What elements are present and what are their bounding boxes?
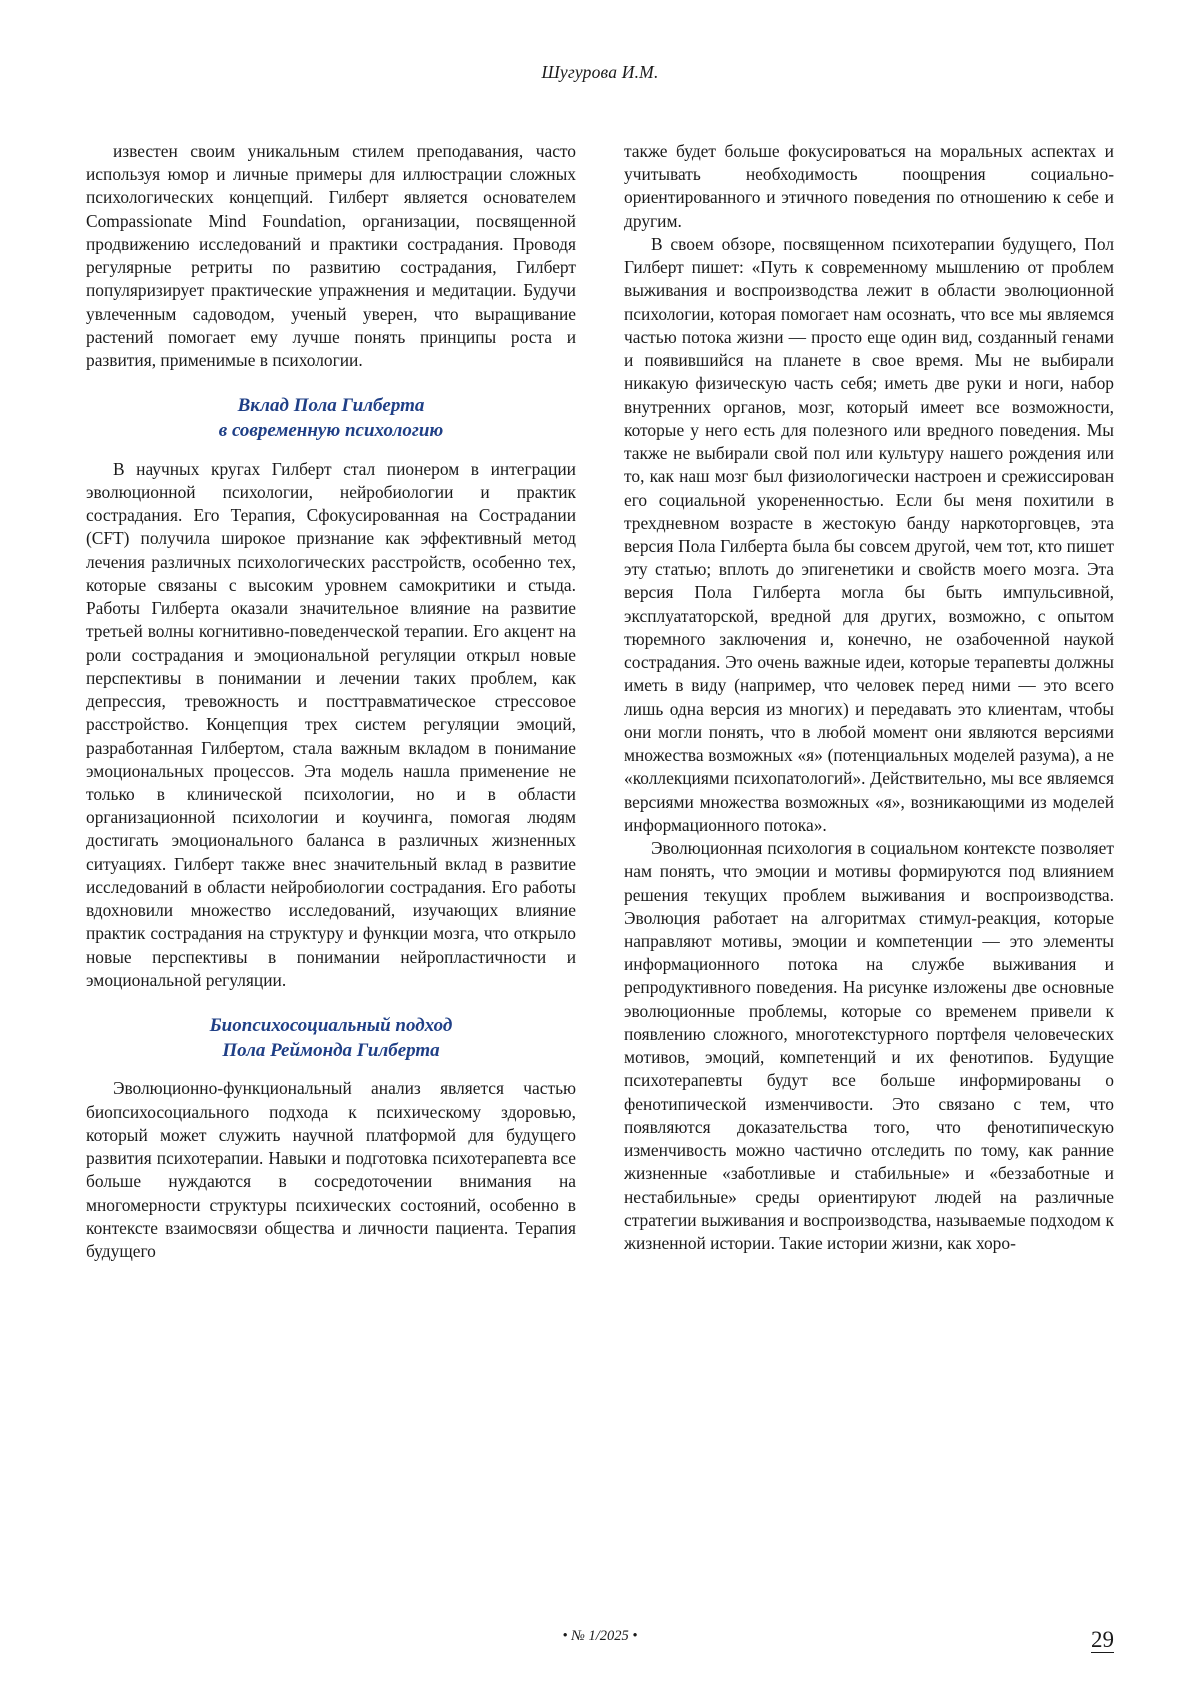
heading-line-2: в современную психологию xyxy=(218,420,444,442)
page-number: 29 xyxy=(1091,1627,1114,1652)
paragraph: В своем обзоре, посвященном психотерапии будущего, Пол Гилберт пишет: «Путь к современному мышлению от проблем выживания и воспроизводства лежит в области эволюционной психологии, которая помогает нам осознать, что все мы являемся частью потока жизни — просто еще один вид, созданный генами и появившийся на планете в свое время. Мы не выбирали никакую физическую часть себя; иметь две руки и ноги, набор внутренних органов, мозг, который имеет все возможности, которые у него есть для полезного или вредного поведения. Мы также не выбирали свой пол или культуру нашего рождения или то, как наш мозг был физиологически настроен и срежиссирован его социальной укорененностью. Если бы меня похитили в трехдневном возрасте в жестокую банду наркоторговцев, эта версия Пола Гилберта была бы совсем другой, чем тот, кто пишет эту статью; вплоть до эпигенетики и свойств моего мозга. Эта версия Пола Гилберта могла бы быть импульсивной, эксплуататорской, вредной для других, возможно, с опытом тюремного заключения и, конечно, не озабоченной наукой сострадания. Это очень важные идеи, которые терапевты должны иметь в виду (например, что человек перед ними — это всего лишь одна версия из многих) и передавать это клиентам, чтобы они могли понять, что в любой момент они являются версиями множества возможных «я» (потенциальных моделей разума), а не «коллекциями психопатологий». Действительно, мы все являемся версиями множества возможных «я», возникающими из моделей информационного потока». xyxy=(624,233,1114,835)
right-column xyxy=(624,140,1114,1530)
left-column xyxy=(86,140,576,1530)
two-column-body xyxy=(86,140,1114,1530)
paragraph: Эволюционно-функциональный анализ является частью биопсихосоциального подхода к психическому здоровью, который может служить научной платформой для будущего развития психотерапии. Навыки и подготовка психотерапевта все больше нуждаются в сосредоточении внимания на многомерности структуры психических состояний, особенно в контексте взаимосвязи общества и личности пациента. Терапия будущего xyxy=(86,1078,576,1262)
section-heading-gilbert-contribution xyxy=(86,394,576,443)
paragraph: известен своим уникальным стилем преподавания, часто используя юмор и личные примеры для иллюстрации сложных психологических концепций. Гилберт является основателем Compassionate Mind Foundation, организации, посвященной продвижению исследований и практики сострадания. Проводя регулярные ретриты по развитию сострадания, Гилберт популяризирует практические упражнения и медитации. Будучи увлеченным садоводом, ученый уверен, что выращивание растений помогает ему лучше понять принципы роста и развития, применимые в психологии. xyxy=(86,141,576,371)
heading-line-1: Вклад Пола Гилберта xyxy=(237,395,425,417)
page-footer-issue: • № 1/2025 • xyxy=(562,1628,638,1644)
heading-line-2: Пола Реймонда Гилберта xyxy=(222,1039,440,1061)
paragraph: также будет больше фокусироваться на моральных аспектах и учитывать необходимость поощрения социально-ориентированного и этичного поведения по отношению к себе и другим. xyxy=(624,141,1114,231)
paragraph: Эволюционная психология в социальном контексте позволяет нам понять, что эмоции и мотивы формируются под влиянием решения текущих проблем выживания и воспроизводства. Эволюция работает на алгоритмах стимул-реакция, которые направляют мотивы, эмоции и компетенции — это элементы информационного потока на службе выживания и репродуктивного поведения. На рисунке изложены две основные эволюционные проблемы, которые со временем привели к появлению сложного, многотекстурного портфеля человеческих мотивов, эмоций, компетенций и их фенотипов. Будущие психотерапевты будут все больше информированы о фенотипической изменчивости. Это связано с тем, что появляются доказательства того, что фенотипическую изменчивость можно частично отследить по тому, как ранние жизненные «заботливые и стабильные» и «беззаботные и нестабильные» среды ориентируют людей на различные стратегии выживания и воспроизводства, называемые подходом к жизненной истории. Такие истории жизни, как хоро- xyxy=(624,838,1114,1254)
paragraph: В научных кругах Гилберт стал пионером в интеграции эволюционной психологии, нейробиологии и практик сострадания. Его Терапия, Сфокусированная на Сострадании (CFT) получила широкое признание как эффективный метод лечения различных психологических расстройств, особенно тех, которые связаны с высоким уровнем самокритики и стыда. Работы Гилберта оказали значительное влияние на развитие третьей волны когнитивно-поведенческой терапии. Его акцент на роли сострадания и эмоциональной регуляции открыл новые перспективы в понимании и лечении таких проблем, как депрессия, тревожность и посттравматическое стрессовое расстройство. Концепция трех систем регуляции эмоций, разработанная Гилбертом, стала важным вкладом в понимание эмоциональных процессов. Эта модель нашла применение не только в клинической психологии, но и в области организационной психологии и коучинга, помогая людям достигать эмоционального баланса в различных жизненных ситуациях. Гилберт также внес значительный вклад в развитие исследований в области нейробиологии сострадания. Его работы вдохновили множество исследований, изучающих влияние практик сострадания на структуру и функции мозга, что открыло новые перспективы в понимании нейропластичности и эмоциональной регуляции. xyxy=(86,458,576,990)
heading-line-1: Биопсихосоциальный подход xyxy=(209,1015,453,1037)
running-head: Шугурова И.М. xyxy=(541,62,659,82)
section-heading-biopsychosocial xyxy=(86,1014,576,1063)
